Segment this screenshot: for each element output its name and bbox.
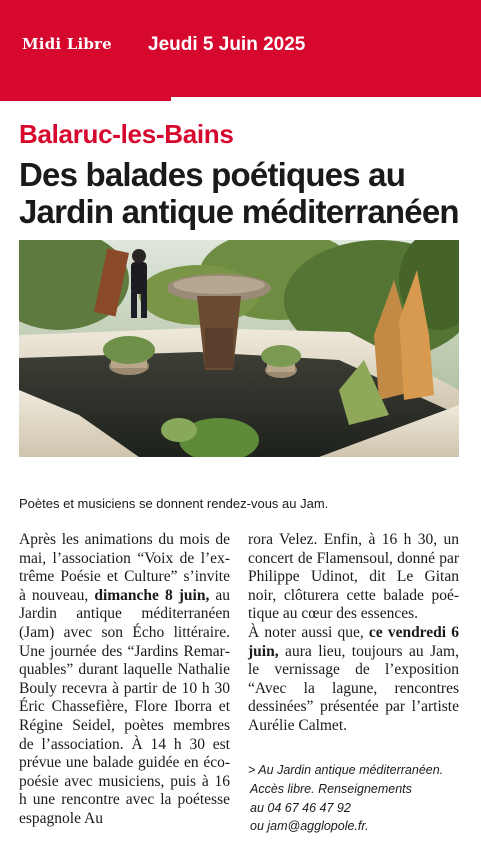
header-divider bbox=[171, 97, 481, 101]
article-headline: Des balades poétiques au Jardin antique méditerranéen bbox=[19, 156, 459, 230]
event-date-highlight: ce vendredi 6 juin, bbox=[248, 623, 459, 660]
newspaper-brand: Midi Libre bbox=[22, 35, 112, 53]
article-column-right bbox=[248, 531, 459, 736]
event-date-highlight: dimanche 8 juin, bbox=[94, 586, 210, 604]
info-email: ou jam@agglopole.fr. bbox=[250, 819, 369, 834]
info-location: > Au Jardin antique méditerranéen. bbox=[248, 763, 444, 777]
issue-date: Jeudi 5 Juin 2025 bbox=[148, 34, 306, 55]
photo-caption: Poètes et musiciens se donnent rendez-vous au Jam. bbox=[19, 496, 329, 511]
paragraph-text: Après les animations du mois de mai, l’association “Voix de l’extrême Poésie et Culture” s’invite à nouveau, bbox=[19, 531, 230, 604]
practical-info bbox=[248, 761, 468, 836]
newspaper-header bbox=[0, 0, 481, 101]
article-paragraph bbox=[248, 624, 459, 736]
info-access: Accès libre. Renseignements bbox=[250, 781, 412, 796]
paragraph-text: au Jardin antique méditerranéen (Jam) avec son Écho littéraire. Une journée des “Jardins Remarquables” durant laquelle Nathalie Bouly recevra à partir de 10 h 30 Éric Chassefière, Flore Iborra et Régine Seidel, poètes membres de l’association. À 14 h 30 est prévue une balade guidée en éco-poésie avec musiciens, puis à 16 h une rencontre avec la poétesse espagnole Au bbox=[19, 586, 230, 827]
article-paragraph: rora Velez. Enfin, à 16 h 30, un concert de Flamensoul, donné par Philippe Udinot, dit Le Gitan noir, clôturera cette balade poétique au cœur des essences. bbox=[248, 531, 459, 623]
garden-fountain-image bbox=[19, 240, 459, 457]
article-paragraph bbox=[19, 531, 230, 829]
article-kicker: Balaruc-les-Bains bbox=[19, 119, 234, 149]
article-column-left bbox=[19, 531, 230, 829]
info-phone: au 04 67 46 47 92 bbox=[250, 800, 351, 815]
paragraph-text: À noter aussi que, bbox=[248, 623, 369, 641]
paragraph-text: aura lieu, toujours au Jam, le vernissage de l’exposition “Avec la lagune, rencontres dessinées” présentée par l’artiste Aurélie Calmet. bbox=[248, 642, 459, 734]
